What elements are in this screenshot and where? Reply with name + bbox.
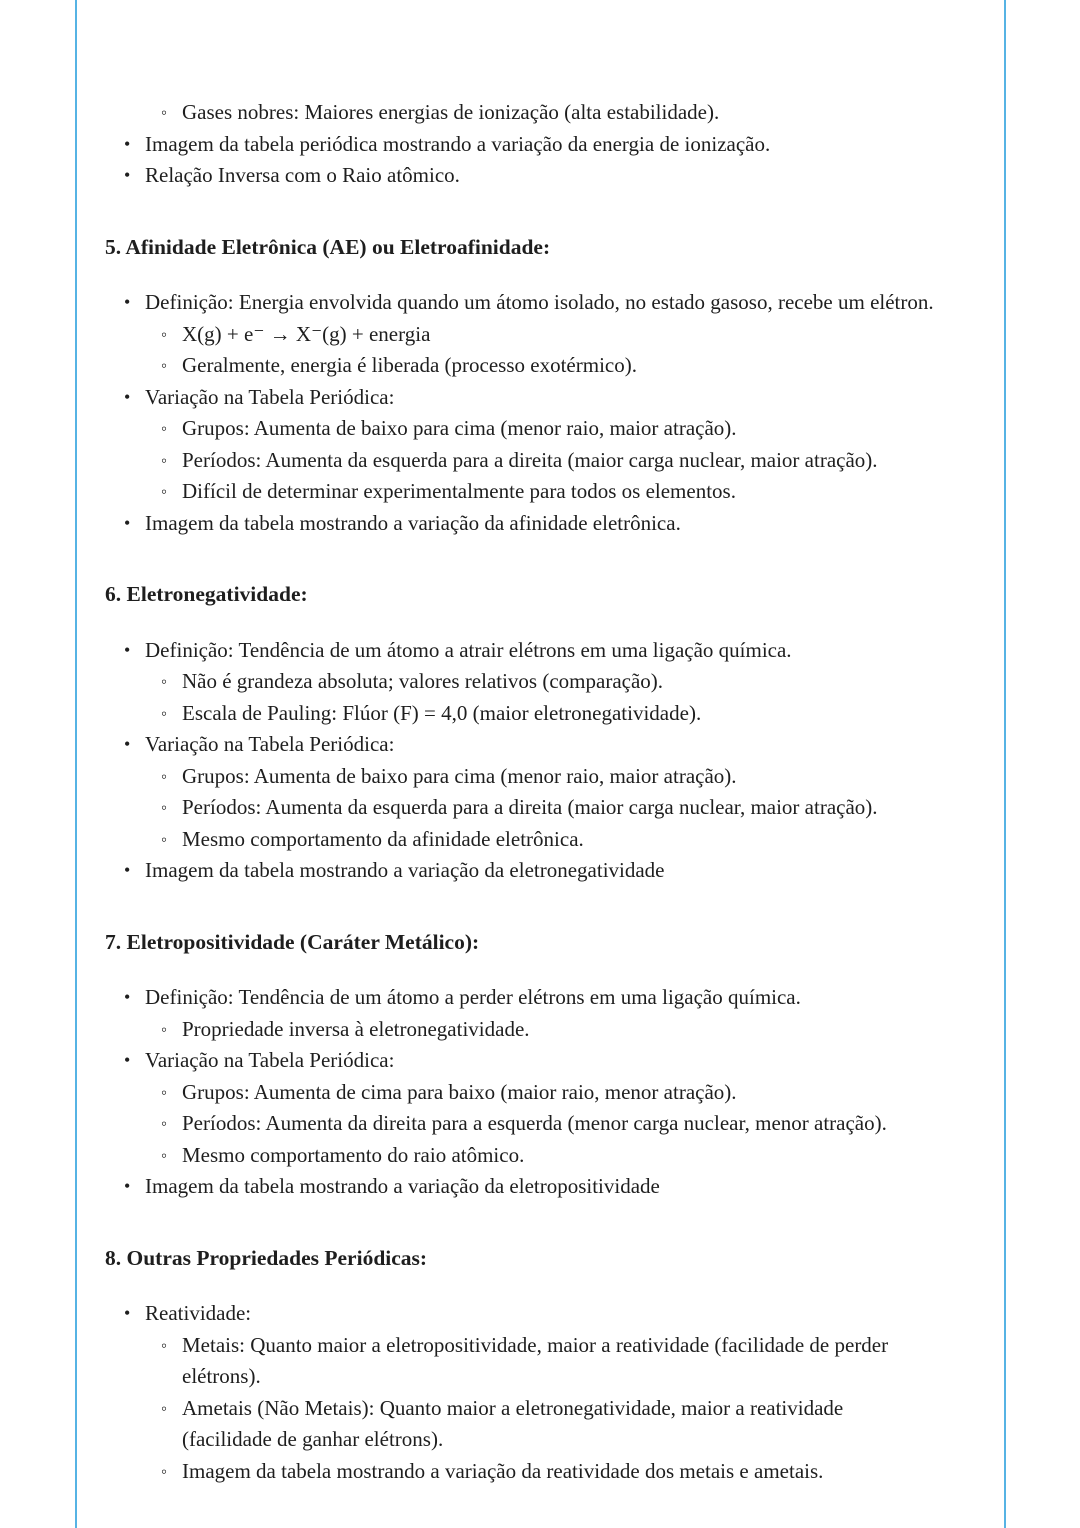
list-item bbox=[105, 1140, 936, 1172]
bullet-icon: • bbox=[124, 292, 131, 312]
bullet-icon: • bbox=[124, 1303, 131, 1323]
section-heading: 8. Outras Propriedades Periódicas: bbox=[105, 1245, 428, 1270]
list-item-text: X(g) + e⁻ → X⁻(g) + energia bbox=[182, 321, 431, 346]
list-item-text: Definição: Tendência de um átomo a atrair elétrons em uma ligação química. bbox=[145, 637, 792, 662]
bullet-icon: • bbox=[124, 734, 131, 754]
list-item bbox=[105, 382, 936, 414]
list-item-text: Imagem da tabela mostrando a variação da afinidade eletrônica. bbox=[145, 510, 681, 535]
list-item bbox=[105, 635, 936, 667]
list-item bbox=[105, 982, 936, 1014]
circle-bullet-icon: ◦ bbox=[161, 103, 168, 122]
circle-bullet-icon: ◦ bbox=[161, 1114, 168, 1133]
list-item-text: Imagem da tabela mostrando a variação da eletropositividade bbox=[145, 1174, 660, 1198]
bullet-icon: • bbox=[124, 133, 131, 154]
circle-bullet-icon: ◦ bbox=[161, 356, 168, 375]
list-item-text: Escala de Pauling: Flúor (F) = 4,0 (maior eletronegatividade). bbox=[182, 700, 702, 725]
list-item bbox=[105, 508, 936, 540]
circle-bullet-icon: ◦ bbox=[161, 703, 168, 723]
list-item-text: Não é grandeza absoluta; valores relativos (comparação). bbox=[182, 669, 664, 693]
list-item bbox=[105, 476, 936, 508]
circle-bullet-icon: ◦ bbox=[161, 1335, 168, 1355]
section-other-periodic-properties bbox=[105, 1243, 936, 1488]
section-list bbox=[105, 982, 936, 1203]
list-item-text: Ametais (Não Metais): Quanto maior a eletronegatividade, maior a reatividade (facilidade de ganhar elétrons). bbox=[182, 1395, 844, 1451]
circle-bullet-icon: ◦ bbox=[161, 419, 168, 438]
list-item-text: Variação na Tabela Periódica: bbox=[145, 732, 395, 756]
list-item-text: Grupos: Aumenta de baixo para cima (menor raio, maior atração). bbox=[182, 416, 737, 440]
intro-list bbox=[105, 97, 936, 192]
list-item-text: Reatividade: bbox=[145, 1301, 252, 1325]
list-item-text: Geralmente, energia é liberada (processo exotérmico). bbox=[182, 353, 637, 377]
list-item bbox=[105, 160, 936, 192]
section-electron-affinity bbox=[105, 232, 936, 540]
list-item bbox=[105, 698, 936, 730]
list-item bbox=[105, 666, 936, 698]
section-list bbox=[105, 1298, 936, 1487]
circle-bullet-icon: ◦ bbox=[161, 1461, 168, 1481]
list-item-text: Grupos: Aumenta de baixo para cima (menor raio, maior atração). bbox=[182, 763, 737, 788]
list-item-text: Gases nobres: Maiores energias de ionização (alta estabilidade). bbox=[182, 100, 720, 124]
list-item-text: Variação na Tabela Periódica: bbox=[145, 384, 395, 409]
section-heading: 7. Eletropositividade (Caráter Metálico): bbox=[105, 929, 480, 954]
circle-bullet-icon: ◦ bbox=[161, 766, 168, 786]
circle-bullet-icon: ◦ bbox=[161, 450, 168, 470]
list-item-text: Imagem da tabela mostrando a variação da reatividade dos metais e ametais. bbox=[182, 1458, 824, 1483]
list-item-text: Mesmo comportamento do raio atômico. bbox=[182, 1142, 525, 1167]
list-item bbox=[105, 97, 936, 129]
list-item bbox=[105, 1298, 936, 1330]
bullet-icon: • bbox=[124, 386, 131, 407]
list-item-text: Relação Inversa com o Raio atômico. bbox=[145, 163, 460, 187]
list-item bbox=[105, 1456, 936, 1488]
list-item-text: Definição: Energia envolvida quando um átomo isolado, no estado gasoso, recebe um elétron. bbox=[145, 290, 934, 314]
bullet-icon: • bbox=[124, 860, 131, 880]
list-item bbox=[105, 1393, 936, 1456]
list-item bbox=[105, 319, 936, 351]
circle-bullet-icon: ◦ bbox=[161, 672, 168, 691]
circle-bullet-icon: ◦ bbox=[161, 1082, 168, 1102]
list-item-text: Imagem da tabela mostrando a variação da eletronegatividade bbox=[145, 858, 665, 882]
section-list bbox=[105, 287, 936, 539]
list-item bbox=[105, 445, 936, 477]
list-item bbox=[105, 729, 936, 761]
list-item bbox=[105, 350, 936, 382]
page-content bbox=[77, 0, 1004, 1487]
document-page bbox=[75, 0, 1006, 1528]
list-item bbox=[105, 129, 936, 161]
list-item bbox=[105, 1077, 936, 1109]
list-item-text: Metais: Quanto maior a eletropositividade, maior a reatividade (facilidade de perder elétrons). bbox=[182, 1332, 889, 1388]
list-item bbox=[105, 287, 936, 319]
bullet-icon: • bbox=[124, 987, 131, 1007]
bullet-icon: • bbox=[124, 639, 131, 660]
list-item bbox=[105, 855, 936, 887]
list-item-text: Definição: Tendência de um átomo a perder elétrons em uma ligação química. bbox=[145, 985, 801, 1009]
list-item bbox=[105, 761, 936, 793]
list-item-text: Períodos: Aumenta da direita para a esquerda (menor carga nuclear, menor atração). bbox=[182, 1111, 887, 1135]
list-item bbox=[105, 1014, 936, 1046]
circle-bullet-icon: ◦ bbox=[161, 1398, 168, 1418]
list-item-text: Mesmo comportamento da afinidade eletrônica. bbox=[182, 826, 584, 851]
section-heading: 5. Afinidade Eletrônica (AE) ou Eletroafinidade: bbox=[105, 234, 551, 259]
list-item-text: Períodos: Aumenta da esquerda para a direita (maior carga nuclear, maior atração). bbox=[182, 795, 878, 819]
list-item bbox=[105, 1108, 936, 1140]
list-item-text: Períodos: Aumenta da esquerda para a direita (maior carga nuclear, maior atração). bbox=[182, 447, 878, 472]
section-electropositivity bbox=[105, 927, 936, 1203]
circle-bullet-icon: ◦ bbox=[161, 324, 168, 344]
circle-bullet-icon: ◦ bbox=[161, 482, 168, 501]
bullet-icon: • bbox=[124, 165, 131, 185]
circle-bullet-icon: ◦ bbox=[161, 1019, 168, 1039]
list-item-text: Propriedade inversa à eletronegatividade. bbox=[182, 1016, 530, 1041]
bullet-icon: • bbox=[124, 512, 131, 533]
list-item bbox=[105, 792, 936, 824]
circle-bullet-icon: ◦ bbox=[161, 798, 168, 817]
list-item-text: Grupos: Aumenta de cima para baixo (maior raio, menor atração). bbox=[182, 1079, 737, 1104]
list-item bbox=[105, 1171, 936, 1203]
circle-bullet-icon: ◦ bbox=[161, 829, 168, 849]
list-item bbox=[105, 413, 936, 445]
list-item-text: Difícil de determinar experimentalmente para todos os elementos. bbox=[182, 479, 736, 503]
list-item bbox=[105, 1045, 936, 1077]
list-item-text: Imagem da tabela periódica mostrando a variação da energia de ionização. bbox=[145, 131, 771, 156]
list-item bbox=[105, 824, 936, 856]
list-item bbox=[105, 1330, 936, 1393]
circle-bullet-icon: ◦ bbox=[161, 1145, 168, 1165]
section-heading: 6. Eletronegatividade: bbox=[105, 582, 308, 606]
section-electronegativity bbox=[105, 579, 936, 887]
section-list bbox=[105, 635, 936, 887]
list-item-text: Variação na Tabela Periódica: bbox=[145, 1048, 395, 1072]
bullet-icon: • bbox=[124, 1176, 131, 1196]
bullet-icon: • bbox=[124, 1050, 131, 1070]
